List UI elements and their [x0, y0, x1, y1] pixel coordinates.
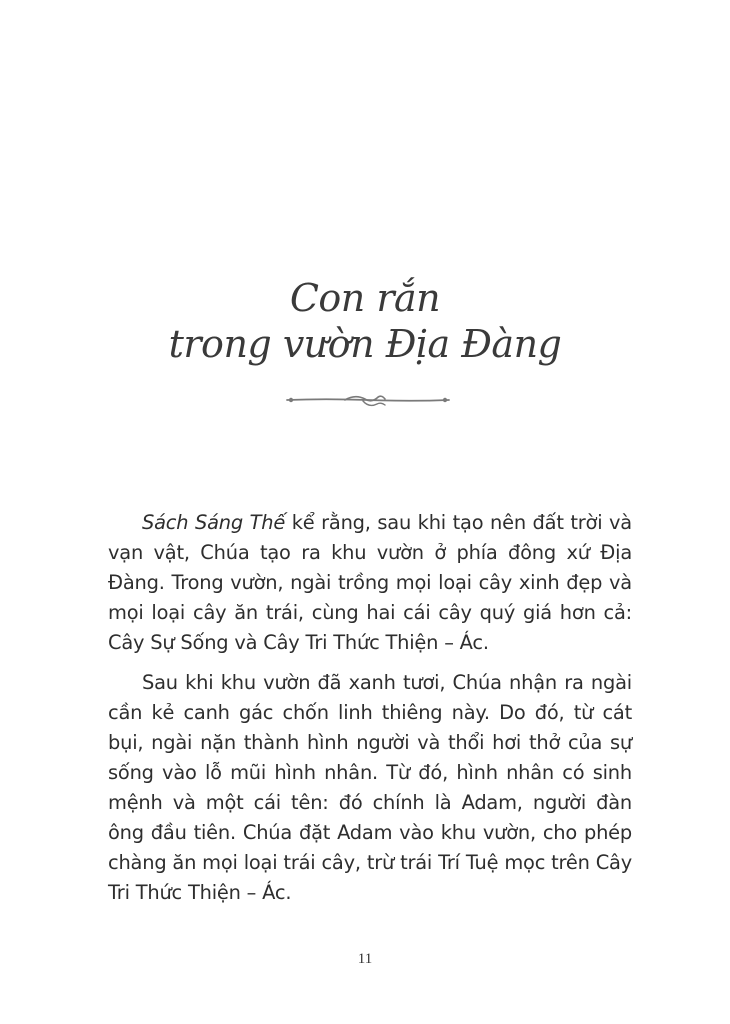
- book-title: Sách Sáng Thế: [142, 511, 286, 534]
- page-number: 11: [357, 951, 373, 967]
- paragraph-1: [108, 508, 632, 658]
- chapter-title-line-2: trong vườn Địa Đàng: [168, 322, 562, 366]
- paragraph-1-text: kể rằng, sau khi tạo nên đất trời và vạn vật, Chúa tạo ra khu vườn ở phía đông xứ Địa Đàng. Trong vườn, ngài trồng mọi loại cây xinh đẹp và mọi loại cây ăn trái, cùng hai cái cây quý giá hơn cả: Cây Sự Sống và Cây Tri Thức Thiện – Ác.: [108, 511, 632, 654]
- chapter-title-line-1: Con rắn: [289, 276, 441, 320]
- flourish-divider-icon: [285, 390, 451, 410]
- paragraph-2: Sau khi khu vườn đã xanh tươi, Chúa nhận ra ngài cần kẻ canh gác chốn linh thiêng này. Do đó, từ cát bụi, ngài nặn thành hình người và thổi hơi thở của sự sống vào lỗ mũi hình nhân. Từ đó, hình nhân có sinh mệnh và một cái tên: đó chính là Adam, người đàn ông đầu tiên. Chúa đặt Adam vào khu vườn, cho phép chàng ăn mọi loại trái cây, trừ trái Trí Tuệ mọc trên Cây Tri Thức Thiện – Ác.: [108, 671, 632, 904]
- body-text: [108, 508, 632, 908]
